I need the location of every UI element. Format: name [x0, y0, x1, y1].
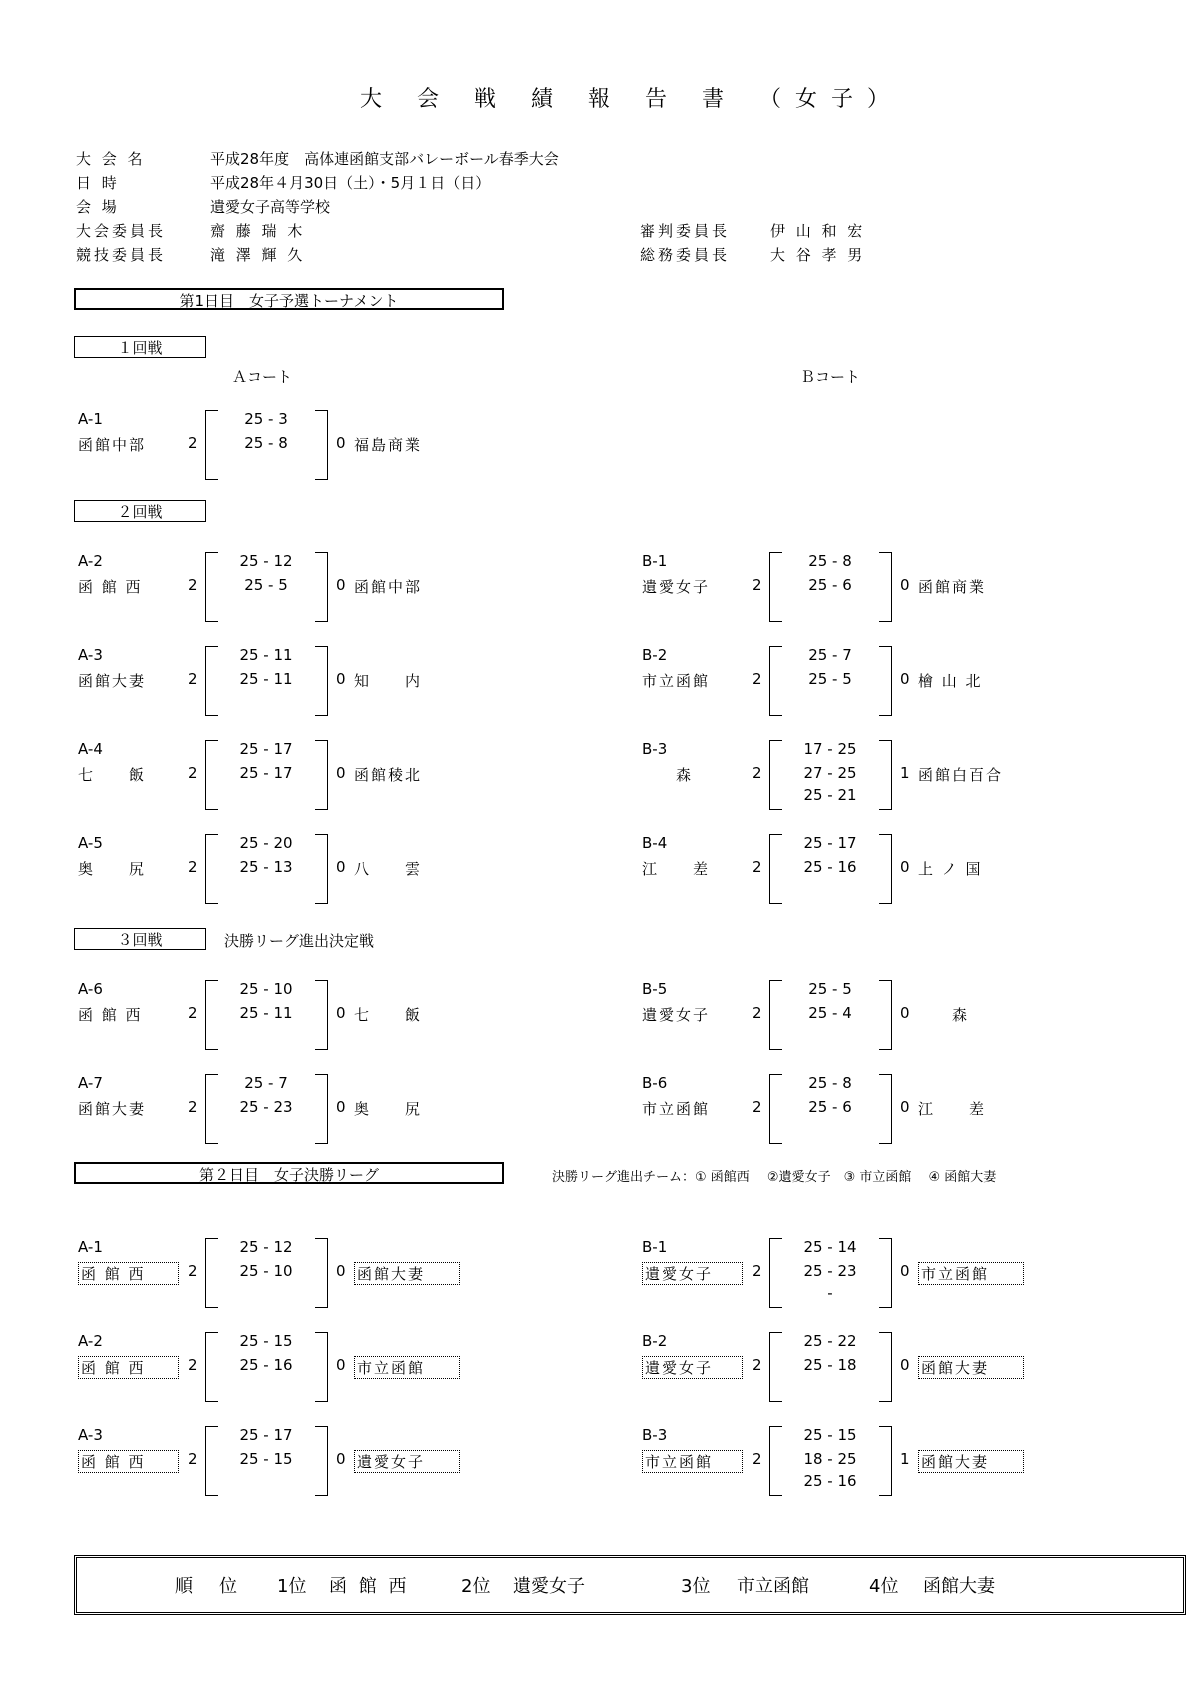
- bracket-right: [315, 552, 328, 622]
- sets-won-left: 2: [752, 670, 762, 688]
- sets-won-right: 1: [900, 764, 910, 782]
- team-right: 函館大妻: [354, 1262, 460, 1285]
- match-id: A-1: [78, 1238, 103, 1256]
- sets-won-left: 2: [752, 1356, 762, 1374]
- bracket-right: [879, 980, 892, 1050]
- set-score: 25 - 11: [239, 670, 293, 688]
- match-card: [78, 1426, 538, 1506]
- match-card: [642, 646, 1102, 726]
- match-id: B-1: [642, 552, 668, 570]
- bracket-left: [769, 1332, 782, 1402]
- day2-header: 第２日目 女子決勝リーグ: [74, 1162, 504, 1184]
- team-left: 函館大妻: [78, 1100, 147, 1118]
- sets-won-right: 0: [900, 670, 910, 688]
- final-ranking: [74, 1555, 1186, 1615]
- team-right: 函館白百合: [918, 766, 1004, 784]
- team-left: 函 館 西: [78, 1450, 179, 1473]
- set-score: 25 - 6: [808, 1098, 852, 1116]
- set-score: 25 - 17: [803, 834, 857, 852]
- bracket-left: [205, 1238, 218, 1308]
- sets-won-right: 0: [336, 1262, 346, 1280]
- match-card: [642, 1332, 1102, 1412]
- sets-won-left: 2: [188, 764, 198, 782]
- team-left: 函 館 西: [78, 1262, 179, 1285]
- bracket-left: [205, 410, 218, 480]
- match-card: [642, 834, 1102, 914]
- round3-label: ３回戦: [74, 928, 206, 950]
- date-label: 日 時: [76, 174, 120, 192]
- competition-label: 競技委員長: [76, 246, 167, 264]
- set-score: 25 - 10: [239, 1262, 293, 1280]
- bracket-left: [205, 740, 218, 810]
- team-right: 函館商業: [918, 578, 987, 596]
- bracket-left: [205, 980, 218, 1050]
- match-card: [642, 740, 1102, 820]
- bracket-left: [205, 552, 218, 622]
- team-left: 市立函館: [642, 1450, 743, 1473]
- set-score: 25 - 5: [244, 576, 288, 594]
- team-left: 江 差: [642, 860, 711, 878]
- bracket-right: [315, 1332, 328, 1402]
- match-card: [642, 980, 1102, 1060]
- admin-name: 大 谷 孝 男: [770, 246, 866, 264]
- set-score: 25 - 8: [808, 1074, 852, 1092]
- venue-label: 会 場: [76, 198, 120, 216]
- match-id: B-4: [642, 834, 668, 852]
- set-score: 25 - 11: [239, 646, 293, 664]
- sets-won-right: 0: [900, 1004, 910, 1022]
- set-score: 25 - 10: [239, 980, 293, 998]
- sets-won-left: 2: [188, 1450, 198, 1468]
- sets-won-left: 2: [188, 434, 198, 452]
- bracket-left: [205, 834, 218, 904]
- bracket-right: [879, 834, 892, 904]
- sets-won-left: 2: [752, 1098, 762, 1116]
- team-right: 知 内: [354, 672, 423, 690]
- bracket-right: [879, 1332, 892, 1402]
- team-left: 奥 尻: [78, 860, 147, 878]
- referee-label: 審判委員長: [640, 222, 731, 240]
- team-right: 森: [918, 1006, 970, 1024]
- team-left: 函館中部: [78, 436, 147, 454]
- bracket-right: [315, 1074, 328, 1144]
- sets-won-left: 2: [188, 1098, 198, 1116]
- admin-label: 総務委員長: [640, 246, 731, 264]
- qualify-note: 決勝リーグ進出チーム：① 函館西 ②遺愛女子 ③ 市立函館 ④ 函館大妻: [552, 1170, 997, 1185]
- team-right: 檜 山 北: [918, 672, 983, 690]
- bracket-right: [879, 740, 892, 810]
- match-card: [78, 410, 538, 490]
- team-left: 遺愛女子: [642, 1356, 743, 1379]
- team-left: 遺愛女子: [642, 578, 711, 596]
- round2-label: ２回戦: [74, 500, 206, 522]
- sets-won-right: 0: [900, 1098, 910, 1116]
- rank-4-team: 函館大妻: [923, 1576, 995, 1597]
- match-card: [78, 646, 538, 726]
- set-score: 25 - 16: [803, 1472, 857, 1490]
- match-id: A-2: [78, 1332, 103, 1350]
- match-card: [642, 1238, 1102, 1318]
- match-card: [78, 834, 538, 914]
- set-score: 25 - 12: [239, 552, 293, 570]
- match-id: B-2: [642, 1332, 668, 1350]
- team-right: 奥 尻: [354, 1100, 423, 1118]
- team-left: 遺愛女子: [642, 1006, 711, 1024]
- bracket-right: [315, 980, 328, 1050]
- sets-won-right: 0: [900, 576, 910, 594]
- set-score: 25 - 6: [808, 576, 852, 594]
- set-score: 25 - 4: [808, 1004, 852, 1022]
- set-score: -: [827, 1284, 833, 1302]
- sets-won-right: 0: [336, 1098, 346, 1116]
- sets-won-right: 0: [900, 858, 910, 876]
- set-score: 25 - 17: [239, 1426, 293, 1444]
- match-card: [642, 1074, 1102, 1154]
- sets-won-right: 0: [336, 434, 346, 452]
- bracket-left: [769, 646, 782, 716]
- sets-won-left: 2: [752, 1262, 762, 1280]
- rank-2-place: 2位: [461, 1576, 491, 1597]
- set-score: 25 - 8: [808, 552, 852, 570]
- team-right: 江 差: [918, 1100, 987, 1118]
- sets-won-left: 2: [752, 1450, 762, 1468]
- set-score: 25 - 15: [239, 1450, 293, 1468]
- rank-4-place: 4位: [869, 1576, 899, 1597]
- set-score: 25 - 14: [803, 1238, 857, 1256]
- sets-won-left: 2: [752, 858, 762, 876]
- chair-label: 大会委員長: [76, 222, 167, 240]
- team-right: 上 ノ 国: [918, 860, 983, 878]
- rank-1-place: 1位: [277, 1576, 307, 1597]
- bracket-right: [315, 834, 328, 904]
- set-score: 25 - 23: [803, 1262, 857, 1280]
- team-left: 七 飯: [78, 766, 147, 784]
- set-score: 25 - 17: [239, 764, 293, 782]
- set-score: 25 - 17: [239, 740, 293, 758]
- sets-won-left: 2: [188, 1356, 198, 1374]
- sets-won-right: 0: [336, 576, 346, 594]
- set-score: 25 - 22: [803, 1332, 857, 1350]
- team-right: 七 飯: [354, 1006, 423, 1024]
- team-right: 福島商業: [354, 436, 423, 454]
- court-a-label: Ａコート: [232, 368, 293, 386]
- match-id: B-5: [642, 980, 668, 998]
- bracket-left: [205, 1074, 218, 1144]
- chair-name: 齋 藤 瑞 木: [210, 222, 306, 240]
- match-id: A-7: [78, 1074, 103, 1092]
- match-id: B-1: [642, 1238, 668, 1256]
- set-score: 25 - 23: [239, 1098, 293, 1116]
- set-score: 25 - 12: [239, 1238, 293, 1256]
- match-id: B-3: [642, 1426, 668, 1444]
- set-score: 27 - 25: [803, 764, 857, 782]
- set-score: 17 - 25: [803, 740, 857, 758]
- team-right: 函館稜北: [354, 766, 423, 784]
- bracket-right: [315, 740, 328, 810]
- sets-won-left: 2: [752, 576, 762, 594]
- team-left: 函 館 西: [78, 1006, 143, 1024]
- court-b-label: Ｂコート: [800, 368, 861, 386]
- team-right: 函館中部: [354, 578, 423, 596]
- team-left: 遺愛女子: [642, 1262, 743, 1285]
- sets-won-right: 0: [336, 670, 346, 688]
- bracket-right: [879, 552, 892, 622]
- bracket-right: [315, 646, 328, 716]
- match-card: [78, 1074, 538, 1154]
- set-score: 25 - 18: [803, 1356, 857, 1374]
- rank-3-team: 市立函館: [737, 1576, 809, 1597]
- match-card: [642, 1426, 1102, 1506]
- match-card: [78, 980, 538, 1060]
- team-right: 市立函館: [354, 1356, 460, 1379]
- bracket-right: [879, 646, 892, 716]
- bracket-left: [769, 740, 782, 810]
- tournament-name: 平成28年度 高体連函館支部バレーボール春季大会: [210, 150, 559, 168]
- rank-1-team: 函 館 西: [329, 1576, 410, 1597]
- ranking-label: 順 位: [175, 1576, 241, 1597]
- set-score: 25 - 3: [244, 410, 288, 428]
- team-right: 市立函館: [918, 1262, 1024, 1285]
- set-score: 25 - 20: [239, 834, 293, 852]
- match-card: [642, 552, 1102, 632]
- match-card: [78, 740, 538, 820]
- match-id: A-3: [78, 646, 103, 664]
- bracket-left: [205, 1332, 218, 1402]
- team-right: 函館大妻: [918, 1356, 1024, 1379]
- set-score: 25 - 5: [808, 670, 852, 688]
- match-card: [78, 552, 538, 632]
- match-id: B-6: [642, 1074, 668, 1092]
- set-score: 25 - 16: [803, 858, 857, 876]
- set-score: 25 - 15: [239, 1332, 293, 1350]
- bracket-right: [879, 1426, 892, 1496]
- round3-note: 決勝リーグ進出決定戦: [224, 932, 375, 950]
- rank-3-place: 3位: [681, 1576, 711, 1597]
- team-right: 遺愛女子: [354, 1450, 460, 1473]
- team-right: 八 雲: [354, 860, 423, 878]
- sets-won-right: 0: [336, 1004, 346, 1022]
- sets-won-right: 0: [336, 1356, 346, 1374]
- match-id: A-3: [78, 1426, 103, 1444]
- set-score: 25 - 21: [803, 786, 857, 804]
- sets-won-right: 0: [900, 1356, 910, 1374]
- set-score: 25 - 7: [244, 1074, 288, 1092]
- bracket-left: [769, 552, 782, 622]
- match-id: A-1: [78, 410, 103, 428]
- match-id: A-4: [78, 740, 103, 758]
- match-card: [78, 1238, 538, 1318]
- sets-won-right: 0: [900, 1262, 910, 1280]
- set-score: 25 - 13: [239, 858, 293, 876]
- team-left: 市立函館: [642, 672, 711, 690]
- bracket-left: [769, 980, 782, 1050]
- match-id: A-6: [78, 980, 103, 998]
- set-score: 25 - 16: [239, 1356, 293, 1374]
- bracket-left: [769, 1238, 782, 1308]
- set-score: 25 - 7: [808, 646, 852, 664]
- tournament-name-label: 大 会 名: [76, 150, 146, 168]
- bracket-right: [315, 1238, 328, 1308]
- set-score: 25 - 11: [239, 1004, 293, 1022]
- page-title: 大 会 戦 績 報 告 書 （女子）: [360, 87, 903, 112]
- sets-won-left: 2: [188, 1262, 198, 1280]
- day1-header: 第1日目 女子予選トーナメント: [74, 288, 504, 310]
- team-left: 市立函館: [642, 1100, 711, 1118]
- bracket-left: [769, 834, 782, 904]
- sets-won-left: 2: [752, 1004, 762, 1022]
- match-id: B-2: [642, 646, 668, 664]
- bracket-right: [315, 1426, 328, 1496]
- sets-won-right: 0: [336, 858, 346, 876]
- match-card: [78, 1332, 538, 1412]
- sets-won-left: 2: [752, 764, 762, 782]
- sets-won-left: 2: [188, 858, 198, 876]
- set-score: 25 - 5: [808, 980, 852, 998]
- bracket-right: [315, 410, 328, 480]
- competition-name: 滝 澤 輝 久: [210, 246, 306, 264]
- date: 平成28年４月30日（土）・5月１日（日）: [210, 174, 491, 192]
- bracket-right: [879, 1074, 892, 1144]
- team-left: 函 館 西: [78, 578, 143, 596]
- bracket-left: [205, 646, 218, 716]
- set-score: 18 - 25: [803, 1450, 857, 1468]
- team-right: 函館大妻: [918, 1450, 1024, 1473]
- sets-won-right: 0: [336, 1450, 346, 1468]
- match-id: A-5: [78, 834, 103, 852]
- round1-label: １回戦: [74, 336, 206, 358]
- team-left: 森: [642, 766, 694, 784]
- bracket-left: [769, 1074, 782, 1144]
- match-id: B-3: [642, 740, 668, 758]
- sets-won-right: 0: [336, 764, 346, 782]
- team-left: 函 館 西: [78, 1356, 179, 1379]
- sets-won-left: 2: [188, 670, 198, 688]
- match-id: A-2: [78, 552, 103, 570]
- referee-name: 伊 山 和 宏: [770, 222, 866, 240]
- set-score: 25 - 15: [803, 1426, 857, 1444]
- sets-won-left: 2: [188, 1004, 198, 1022]
- bracket-left: [769, 1426, 782, 1496]
- bracket-left: [205, 1426, 218, 1496]
- bracket-right: [879, 1238, 892, 1308]
- sets-won-right: 1: [900, 1450, 910, 1468]
- venue: 遺愛女子高等学校: [210, 198, 331, 216]
- rank-2-team: 遺愛女子: [513, 1576, 585, 1597]
- team-left: 函館大妻: [78, 672, 147, 690]
- sets-won-left: 2: [188, 576, 198, 594]
- set-score: 25 - 8: [244, 434, 288, 452]
